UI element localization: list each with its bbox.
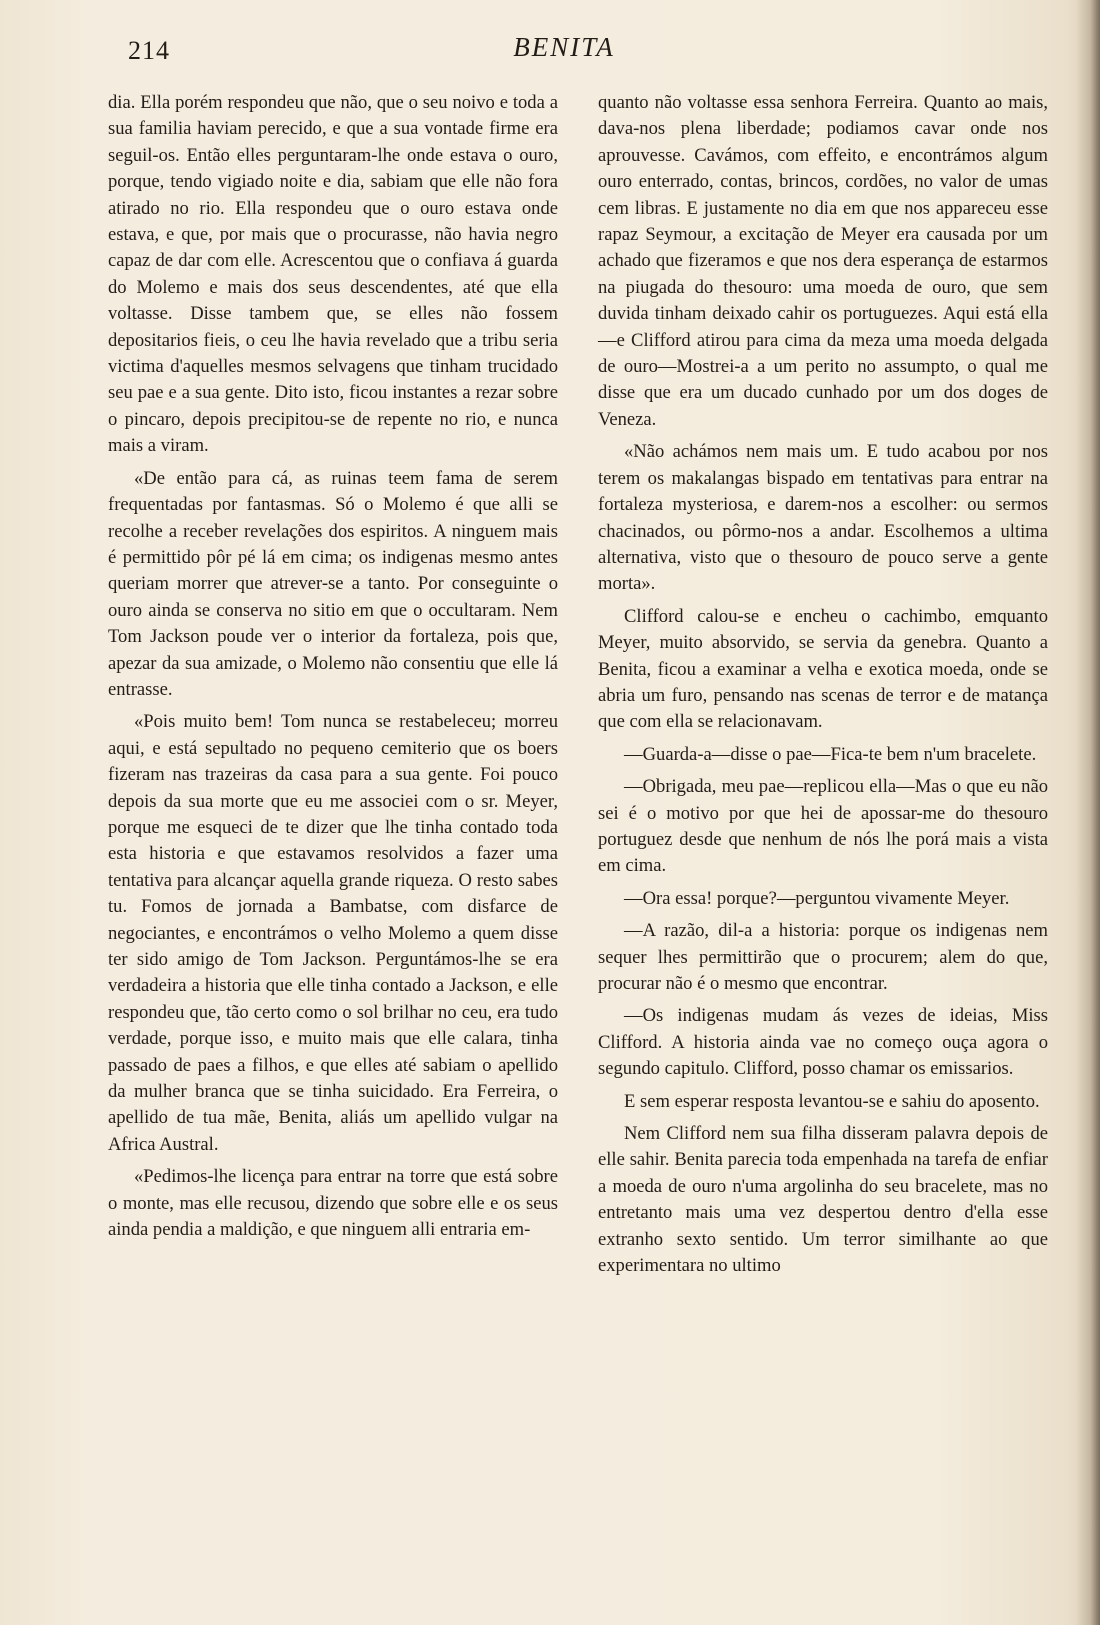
paragraph: Clifford calou-se e encheu o cachimbo, emquanto Meyer, muito absorvido, se servia da genebra. Quanto a Benita, ficou a examinar a velha e exotica moeda, onde se abria um furo, pensando nas scenas de terror e de matança que com ella se relacionavam. xyxy=(598,605,1048,733)
page-number: 214 xyxy=(128,36,170,65)
paragraph: «Pedimos-lhe licença para entrar na torre que está sobre o monte, mas elle recusou, dizendo que sobre elle e os seus ainda pendia a maldição, e que ninguem alli entraria em- xyxy=(108,1166,558,1241)
paragraph: —Guarda-a—disse o pae—Fica-te bem n'um bracelete. xyxy=(624,743,1037,765)
paragraph: quanto não voltasse essa senhora Ferreira. Quanto ao mais, dava-nos plena liberdade; podiamos cavar onde nos aprouvesse. Cavámos, com effeito, e encontrámos algum ouro enterrado, contas, brincos, cordões, no valor de umas cem libras. E justamente no dia em que nos appareceu esse rapaz Seymour, a excitação de Meyer era causada por um achado que fizeramos e que nos dera esperança de estarmos na piugada do thesouro: uma moeda de ouro, que sem duvida tinham deixado cahir os portuguezes. Aqui está ella—e Clifford atirou para cima da meza uma moeda delgada de ouro—Mostrei-a a um perito no assumpto, o qual me disse que era um ducado cunhado por um dos doges de Veneza. xyxy=(598,92,1048,430)
paragraph: E sem esperar resposta levantou-se e sahiu do aposento. xyxy=(624,1090,1040,1112)
left-column xyxy=(108,90,558,1243)
paragraph: —Os indigenas mudam ás vezes de ideias, Miss Clifford. A historia ainda vae no começo ouça agora o segundo capitulo. Clifford, posso chamar os emissarios. xyxy=(598,1005,1048,1080)
paragraph: Nem Clifford nem sua filha disseram palavra depois de elle sahir. Benita parecia toda empenhada na tarefa de enfiar a moeda de ouro n'uma argolinha do seu bracelete, mas no entretanto mais uma vez despertou dentro d'ella esse extranho sexto sentido. Um terror similhante ao que experimentara no ultimo xyxy=(598,1123,1048,1277)
paragraph: —Obrigada, meu pae—replicou ella—Mas o que eu não sei é o motivo por que hei de apossar-me do thesouro portuguez desde que nenhum de nós lhe porá mais a vista em cima. xyxy=(598,776,1048,877)
paragraph: «Pois muito bem! Tom nunca se restabeleceu; morreu aqui, e está sepultado no pequeno cemiterio que os boers fizeram nas trazeiras da casa para a sua gente. Foi pouco depois da sua morte que eu me associei com o sr. Meyer, porque me esqueci de te dizer que lhe tinha contado toda esta historia e que estavamos resolvidos a fazer uma tentativa para alcançar aquella grande riqueza. O resto sabes tu. Fomos de jornada a Bambatse, com disfarce de negociantes, e encontrámos o velho Molemo a quem disse ter sido amigo de Tom Jackson. Perguntámos-lhe se era verdadeira a historia que elle tinha contado a Jackson, e elle respondeu que, tão certo como o sol brilhar no ceu, era tudo verdade, porque isso, e muito mais que elle calara, tinha passado de paes a filhos, e que elles até sabiam o apellido da mulher branca que se tinha suicidado. Era Ferreira, o apellido de tua mãe, Benita, aliás um apellido vulgar na Africa Austral. xyxy=(108,711,558,1155)
paragraph: dia. Ella porém respondeu que não, que o seu noivo e toda a sua familia haviam perecido, e que a sua vontade firme era seguil-os. Então elles perguntaram-lhe onde estava o ouro, porque, tendo vigiado noite e dia, sabiam que elle não fora atirado no rio. Ella respondeu que o ouro estava onde estava, e que, por mais que o procurasse, não havia negro capaz de dar com elle. Acrescentou que o confiava á guarda do Molemo e mais dos seus descendentes, até que ella voltasse. Disse tambem que, se elles não fossem depositarios fieis, o ceu lhe havia revelado que a tribu seria victima d'aquelles mesmos selvagens que tinham trucidado seu pae e a sua gente. Dito isto, ficou instantes a rezar sobre o pincaro, depois precipitou-se de repente no rio, e nunca mais a viram. xyxy=(108,92,558,457)
paragraph: «De então para cá, as ruinas teem fama de serem frequentadas por fantasmas. Só o Molemo é que alli se recolhe a receber revelações dos espiritos. A ninguem mais é permittido pôr pé lá em cima; os indigenas mesmo antes queriam morrer que atrever-se a tanto. Por conseguinte o ouro ainda se conserva no sitio em que o occultaram. Nem Tom Jackson poude ver o interior da fortaleza, pois que, apezar da sua amizade, o Molemo não consentiu que elle lá entrasse. xyxy=(108,467,558,700)
paragraph: —A razão, dil-a a historia: porque os indigenas nem sequer lhes permittirão que o procurem; alem do que, procurar não é o mesmo que encontrar. xyxy=(598,920,1048,994)
paragraph: —Ora essa! porque?—perguntou vivamente Meyer. xyxy=(624,887,1010,909)
right-column xyxy=(598,90,1048,1279)
running-title: BENITA xyxy=(513,32,615,62)
paragraph: «Não achámos nem mais um. E tudo acabou por nos terem os makalangas bispado em tentativas para entrar na fortaleza mysteriosa, e darem-nos a escolher: ou sermos chacinados, ou pôrmo-nos a andar. Escolhemos a ultima alternativa, visto que o thesouro de pouco serve a gente morta». xyxy=(598,441,1048,595)
page-edge-shadow xyxy=(1076,0,1100,1625)
